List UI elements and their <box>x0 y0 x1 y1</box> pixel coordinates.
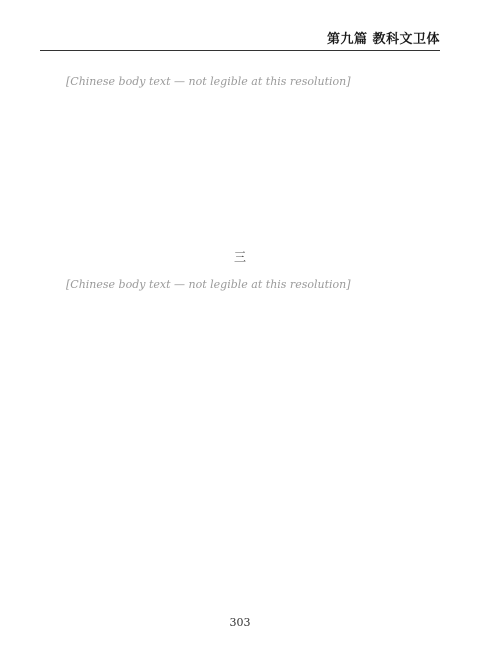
chapter-title: 第九篇 教科文卫体 <box>326 32 440 47</box>
paragraph-2-placeholder: [Chinese body text — not legible at this resolution] <box>66 278 351 291</box>
section-marker: 三 <box>233 250 246 264</box>
page-header <box>40 28 440 50</box>
paragraph-1-placeholder: [Chinese body text — not legible at this resolution] <box>66 75 351 88</box>
paragraph-block-2 <box>44 275 436 425</box>
page-number: 303 <box>229 616 251 629</box>
header-rule <box>40 50 440 51</box>
paragraph-block-1 <box>44 72 436 242</box>
body-text <box>44 72 436 601</box>
